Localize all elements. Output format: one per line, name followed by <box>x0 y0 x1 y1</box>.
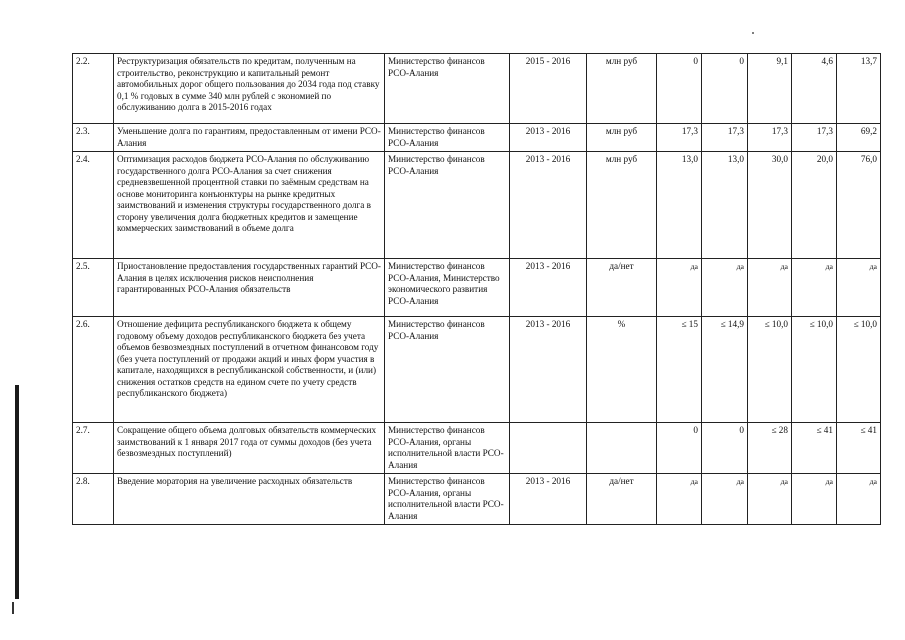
measure-description: Оптимизация расходов бюджета РСО-Алания по обслуживанию государственного долга РСО-Алания за счет снижения средневзвешенной процентной ставки по заёмным средствам на основе мониторинга конъюнктуры на рынке кредитных заимствований и изменения структуры государственного долга в сторону увеличения долга бюджетных кредитов и замещение коммерческих заимствований в объеме долга <box>114 152 385 259</box>
value-cell: 0 <box>702 423 748 474</box>
period: 2013 - 2016 <box>510 474 587 525</box>
value-cell: 17,3 <box>792 124 837 152</box>
unit: млн руб <box>587 152 657 259</box>
value-cell: да <box>702 259 748 317</box>
executor: Министерство финансов РСО-Алания <box>385 317 510 423</box>
value-cell: 17,3 <box>702 124 748 152</box>
value-cell: ≤ 10,0 <box>748 317 792 423</box>
unit <box>587 423 657 474</box>
measure-description: Уменьшение долга по гарантиям, предоставленным от имени РСО-Алания <box>114 124 385 152</box>
value-cell: да <box>837 259 881 317</box>
period: 2015 - 2016 <box>510 54 587 124</box>
measure-description: Приостановление предоставления государственных гарантий РСО-Алания в целях исключения рисков неисполнения гарантированных РСО-Алания обязательств <box>114 259 385 317</box>
unit: млн руб <box>587 124 657 152</box>
table-row <box>73 423 881 474</box>
value-cell: ≤ 28 <box>748 423 792 474</box>
value-cell: 17,3 <box>748 124 792 152</box>
value-cell: ≤ 10,0 <box>792 317 837 423</box>
value-cell: 17,3 <box>657 124 702 152</box>
value-cell: ≤ 14,9 <box>702 317 748 423</box>
value-cell: да <box>657 259 702 317</box>
unit: млн руб <box>587 54 657 124</box>
value-cell: 76,0 <box>837 152 881 259</box>
value-cell: 13,0 <box>657 152 702 259</box>
value-cell: 0 <box>657 423 702 474</box>
value-cell: 69,2 <box>837 124 881 152</box>
table-row <box>73 54 881 124</box>
executor: Министерство финансов РСО-Алания <box>385 124 510 152</box>
measure-description: Реструктуризация обязательств по кредитам, полученным на строительство, реконструкцию и капитальный ремонт автомобильных дорог общего пользования до 2034 года под ставку 0,1 % годовых в сумме 340 млн рублей с экономией по обслуживанию долга в 2015-2016 годах <box>114 54 385 124</box>
row-number: 2.2. <box>73 54 114 124</box>
measure-description: Введение моратория на увеличение расходных обязательств <box>114 474 385 525</box>
row-number: 2.4. <box>73 152 114 259</box>
table-row <box>73 259 881 317</box>
measure-description: Отношение дефицита республиканского бюджета к общему годовому объему доходов республиканского бюджета без учета объемов безвозмездных поступлений в отчетном финансовом году (без учета поступлений от продажи акций и иных форм участия в капитале, находящихся в республиканской собственности, и (или) снижения остатков средств на едином счете по учету средств республиканского бюджета) <box>114 317 385 423</box>
table-row <box>73 474 881 525</box>
executor: Министерство финансов РСО-Алания, органы исполнительной власти РСО-Алания <box>385 423 510 474</box>
row-number: 2.6. <box>73 317 114 423</box>
unit: % <box>587 317 657 423</box>
value-cell: ≤ 10,0 <box>837 317 881 423</box>
unit: да/нет <box>587 474 657 525</box>
executor: Министерство финансов РСО-Алания, Министерство экономического развития РСО-Алания <box>385 259 510 317</box>
value-cell: да <box>748 259 792 317</box>
scan-speck <box>752 32 754 34</box>
value-cell: 30,0 <box>748 152 792 259</box>
period: 2013 - 2016 <box>510 259 587 317</box>
value-cell: да <box>748 474 792 525</box>
table-row <box>73 152 881 259</box>
value-cell: да <box>792 259 837 317</box>
value-cell: 0 <box>702 54 748 124</box>
measures-table <box>72 53 881 525</box>
value-cell: да <box>837 474 881 525</box>
value-cell: ≤ 15 <box>657 317 702 423</box>
executor: Министерство финансов РСО-Алания <box>385 152 510 259</box>
period: 2013 - 2016 <box>510 317 587 423</box>
value-cell: 9,1 <box>748 54 792 124</box>
row-number: 2.8. <box>73 474 114 525</box>
value-cell: ≤ 41 <box>837 423 881 474</box>
measure-description: Сокращение общего объема долговых обязательств коммерческих заимствований к 1 января 2017 года от суммы доходов (без учета безвозмездных поступлений) <box>114 423 385 474</box>
row-number: 2.3. <box>73 124 114 152</box>
executor: Министерство финансов РСО-Алания <box>385 54 510 124</box>
value-cell: ≤ 41 <box>792 423 837 474</box>
value-cell: 0 <box>657 54 702 124</box>
value-cell: 4,6 <box>792 54 837 124</box>
row-number: 2.5. <box>73 259 114 317</box>
value-cell: да <box>657 474 702 525</box>
value-cell: да <box>792 474 837 525</box>
period: 2013 - 2016 <box>510 152 587 259</box>
table-row <box>73 124 881 152</box>
table-row <box>73 317 881 423</box>
row-number: 2.7. <box>73 423 114 474</box>
period <box>510 423 587 474</box>
unit: да/нет <box>587 259 657 317</box>
value-cell: 20,0 <box>792 152 837 259</box>
value-cell: 13,7 <box>837 54 881 124</box>
value-cell: 13,0 <box>702 152 748 259</box>
scan-edge-mark <box>15 385 19 599</box>
period: 2013 - 2016 <box>510 124 587 152</box>
scan-edge-tick <box>12 602 14 614</box>
executor: Министерство финансов РСО-Алания, органы исполнительной власти РСО-Алания <box>385 474 510 525</box>
value-cell: да <box>702 474 748 525</box>
